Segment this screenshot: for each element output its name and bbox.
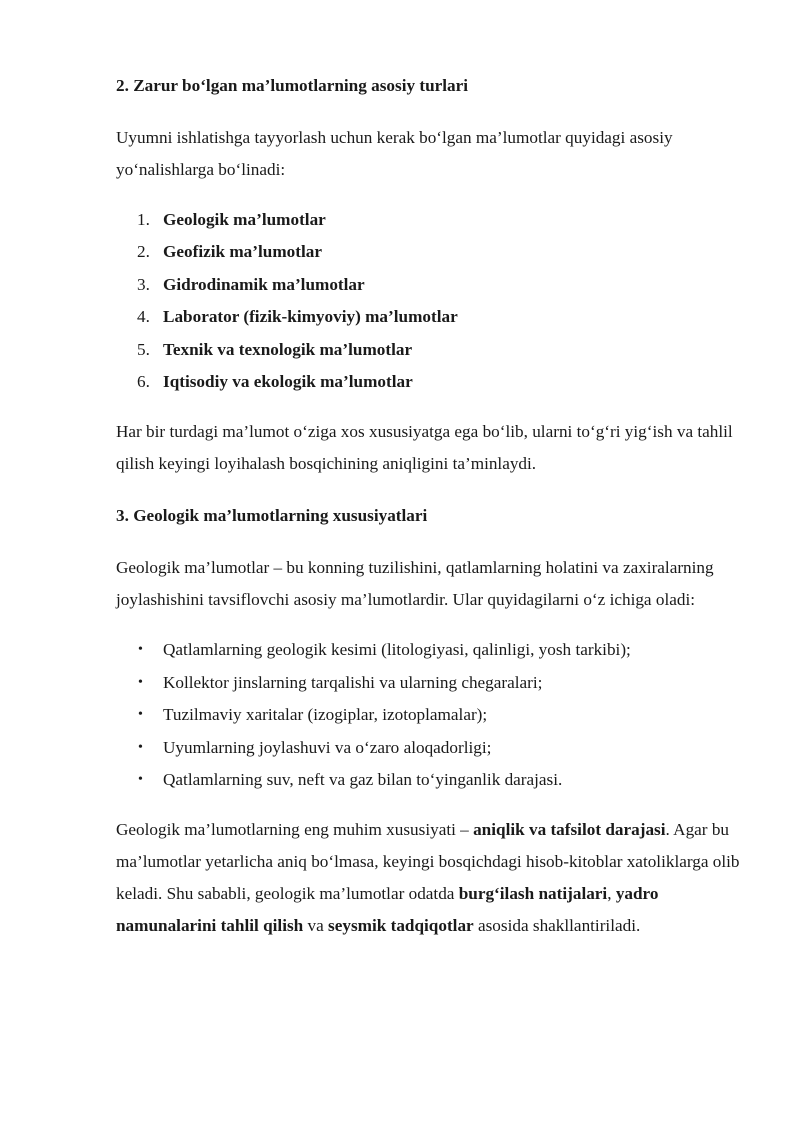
section-3-heading: 3. Geologik ma’lumotlarning xususiyatlari [116,506,428,526]
bullet-icon: • [138,707,143,723]
document-page [116,68,746,960]
list-item: 4. Laborator (fizik-kimyoviy) ma’lumotlar [137,307,458,327]
section-2-outro: Har bir turdagi ma’lumot o‘ziga xos xususiyatga ega bo‘lib, ularni to‘g‘ri yig‘ish va tahlil qilish keyingi loyihalash bosqichining aniqligini ta’minlaydi. [116,422,733,474]
emphasis-core-samples: yadro namunalarini tahlil qilish [116,884,659,936]
list-item: 6. Iqtisodiy va ekologik ma’lumotlar [137,371,413,391]
list-item: 2. Geofizik ma’lumotlar [137,242,322,262]
bullet-icon: • [138,739,143,755]
list-item: • Qatlamlarning suv, neft va gaz bilan to‘yinganlik darajasi. [116,764,746,796]
geology-features-list [116,634,746,796]
bullet-icon: • [138,642,143,658]
emphasis-drilling: burg‘ilash natijalari [458,884,608,904]
list-item: 1. Geologik ma’lumotlar [137,210,326,229]
list-item: • Uyumlarning joylashuvi va o‘zaro aloqadorligi; [116,732,746,764]
section-2-intro: Uyumni ishlatishga tayyorlash uchun kerak bo‘lgan ma’lumotlar quyidagi asosiy yo‘nalishlarga bo‘linadi: [116,128,673,179]
bullet-icon: • [138,771,143,787]
list-item: • Tuzilmaviy xaritalar (izogiplar, izotoplamalar); [116,699,746,731]
list-item: • Kollektor jinslarning tarqalishi va ularning chegaralari; [116,667,746,699]
data-types-list [116,204,746,398]
bullet-icon: • [138,674,143,690]
emphasis-accuracy: aniqlik va tafsilot darajasi [473,820,666,840]
list-item: • Qatlamlarning geologik kesimi (litologiyasi, qalinligi, yosh tarkibi); [116,634,746,666]
list-item: 3. Gidrodinamik ma’lumotlar [137,274,365,294]
section-2-heading: 2. Zarur bo‘lgan ma’lumotlarning asosiy turlari [116,76,469,95]
emphasis-seismic: seysmik tadqiqotlar [328,916,474,936]
section-3-intro: Geologik ma’lumotlar – bu konning tuzilishini, qatlamlarning holatini va zaxiralarning joylashishini tavsiflovchi asosiy ma’lumotlardir. Ular quyidagilarni o‘z ichiga oladi: [116,558,714,610]
section-3-closing: Geologik ma’lumotlarning eng muhim xususiyati – aniqlik va tafsilot darajasi. Agar bu ma’lumotlar yetarlicha aniq bo‘lmasa, keyingi bosqichdagi hisob-kitoblar xatoliklarga olib keladi. Shu sababli, geologik ma’lumotlar odatda burg‘ilash natijalari, yadro namunalarini tahlil qilish va seysmik tadqiqotlar asosida shakllantiriladi. [116,820,740,936]
list-item: 5. Texnik va texnologik ma’lumotlar [137,339,413,359]
